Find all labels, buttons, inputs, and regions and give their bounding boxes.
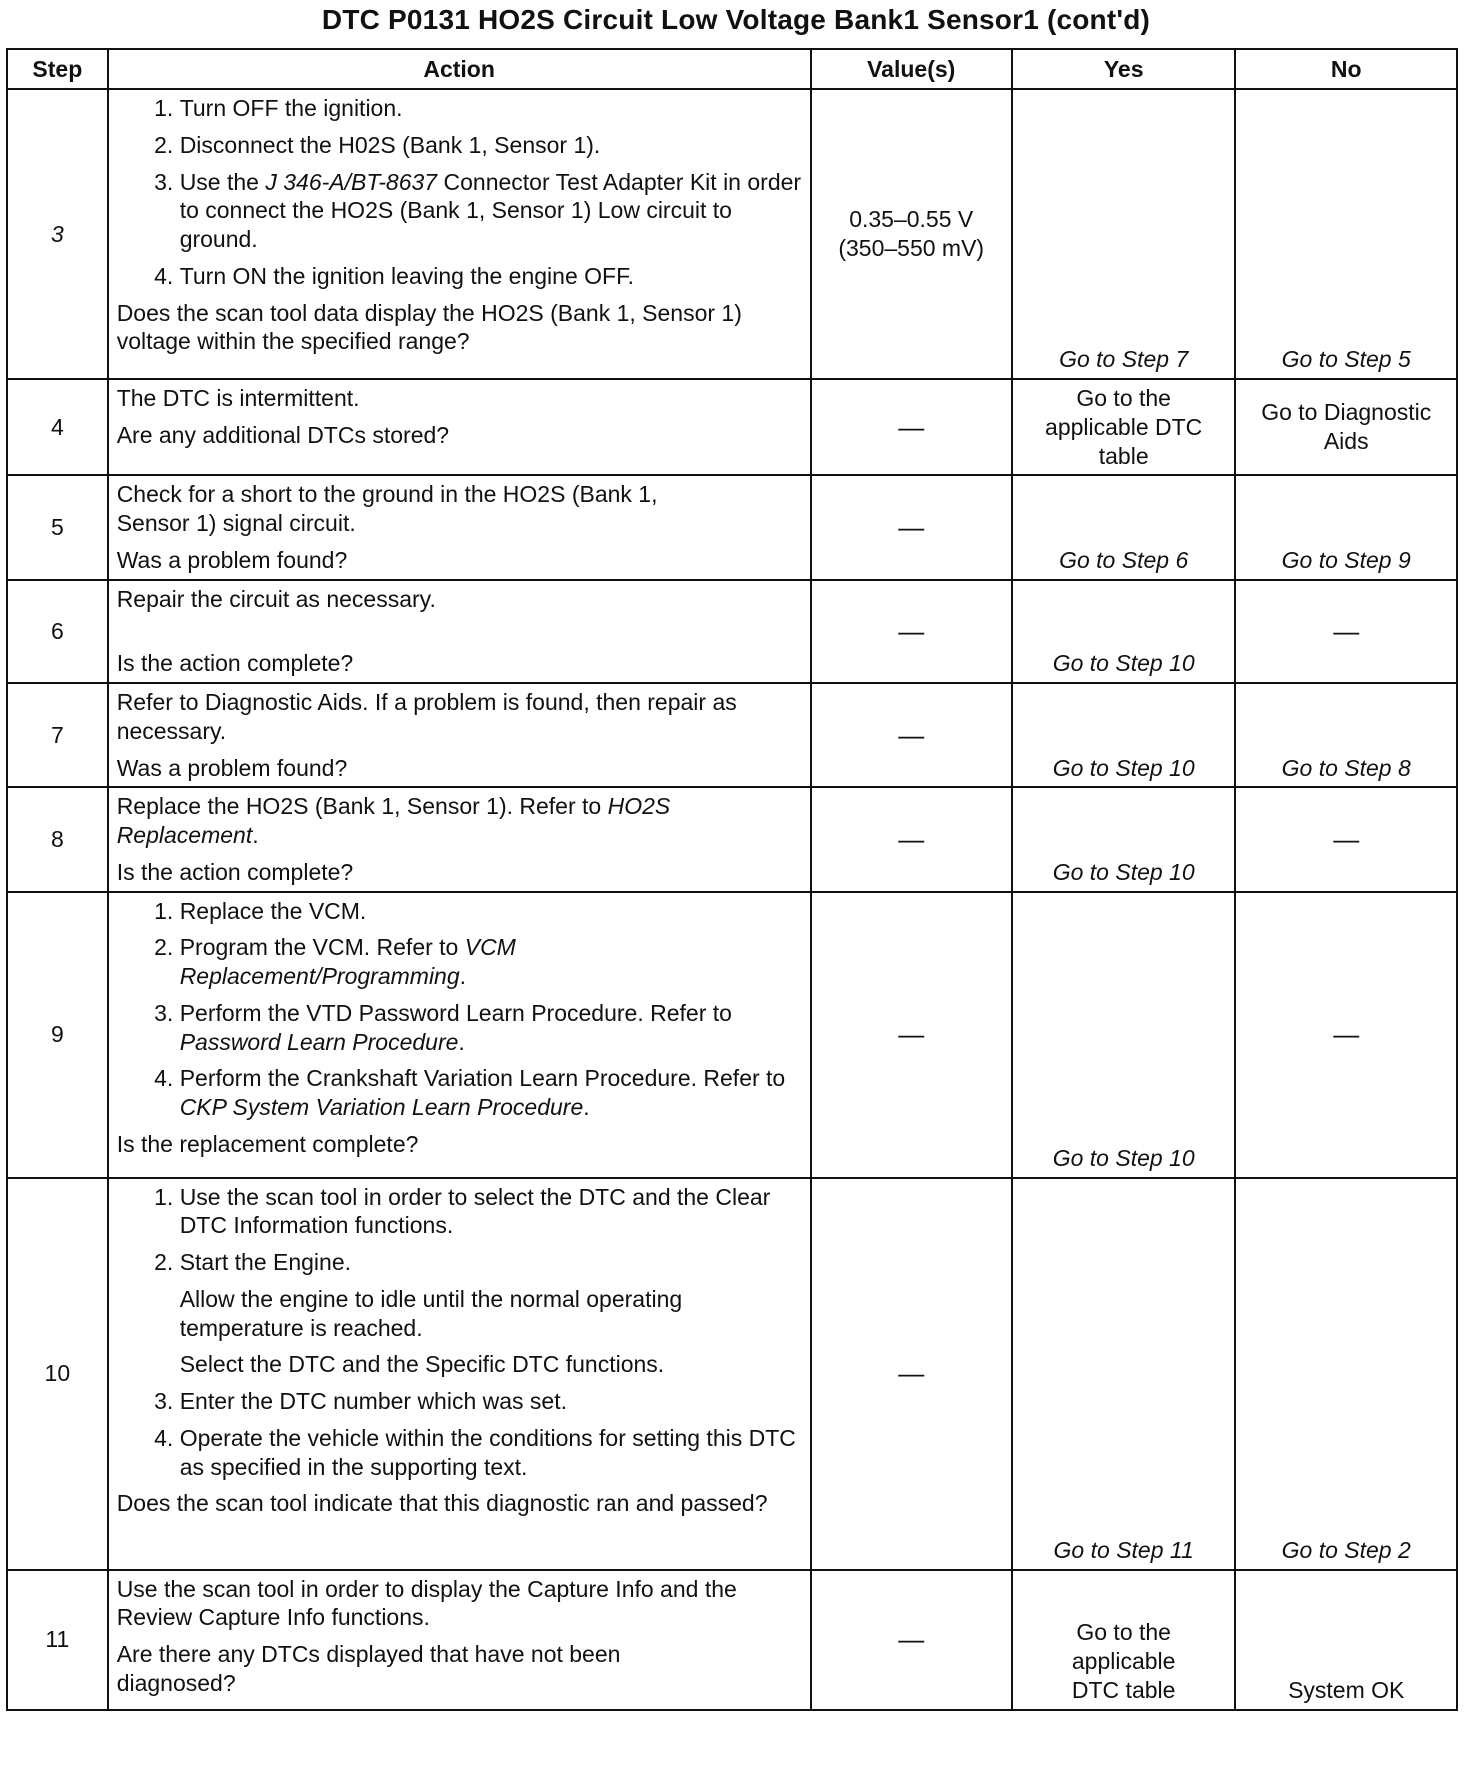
action-list (117, 1183, 802, 1482)
step-number: 4 (7, 379, 108, 475)
action-cell (108, 1570, 811, 1710)
reference-link-text: HO2S Replacement (116, 793, 671, 848)
list-item-text: 2. Start the Engine. (179, 1249, 352, 1275)
header-yes: Yes (1012, 49, 1236, 89)
action-cell (108, 475, 811, 579)
page-title: DTC P0131 HO2S Circuit Low Voltage Bank1 Sensor1 (cont'd) (321, 4, 1151, 35)
list-item: 1. Turn OFF the ignition. (180, 94, 802, 123)
table-row (7, 1570, 1457, 1710)
value-line: (350–550 mV) (838, 235, 985, 261)
table-row (7, 89, 1457, 379)
step-number: 10 (7, 1178, 108, 1570)
action-text-part: Replace the HO2S (Bank 1, Sensor 1). Refer to (116, 793, 608, 820)
no-action: System OK (1235, 1570, 1457, 1710)
list-item-text: Connector Test Adapter Kit in order to connect the HO2S (Bank 1, Sensor 1) Low circuit to ground. (179, 168, 802, 252)
list-item-subtext: Allow the engine to idle until the normal operating temperature is reached. (179, 1285, 683, 1341)
question-text: Is the action complete? (116, 858, 354, 885)
table-row (7, 580, 1457, 684)
yes-action: Go to the applicable DTC table (1012, 1570, 1236, 1710)
value-cell: — (811, 1178, 1012, 1570)
action-text: Repair the circuit as necessary. (116, 585, 436, 612)
value-cell: — (811, 787, 1012, 891)
yes-action: Go to Step 10 (1012, 787, 1236, 891)
header-values: Value(s) (811, 49, 1012, 89)
yes-action: Go to Step 10 (1012, 683, 1236, 787)
yes-action: Go to Step 11 (1012, 1178, 1236, 1570)
list-item: 4. Turn ON the ignition leaving the engine OFF. (180, 262, 802, 291)
table-row (7, 475, 1457, 579)
list-item: 2. Disconnect the H02S (Bank 1, Sensor 1). (180, 131, 802, 160)
no-action: Go to Diagnostic Aids (1235, 379, 1457, 475)
list-item: 4. Perform the Crankshaft Variation Learn Procedure. Refer to CKP System Variation Learn Procedure. (180, 1064, 802, 1122)
yes-action: Go to Step 10 (1012, 580, 1236, 684)
action-list (117, 94, 802, 291)
table-row (7, 683, 1457, 787)
action-cell (108, 892, 811, 1178)
yes-action: Go to Step 10 (1012, 892, 1236, 1178)
step-number: 5 (7, 475, 108, 579)
list-item-text: Perform the VTD Password Learn Procedure. Refer to (179, 999, 732, 1026)
list-item-subtext: Select the DTC and the Specific DTC functions. (179, 1351, 665, 1378)
value-line: 0.35–0.55 V (849, 206, 974, 233)
value-cell: — (811, 379, 1012, 475)
question-text: Was a problem found? (116, 754, 348, 781)
tool-reference: J 346-A/BT-8637 (265, 168, 438, 195)
header-step: Step (7, 49, 108, 89)
step-number: 3 (7, 89, 108, 379)
reference-link-text: CKP System Variation Learn Procedure (179, 1094, 584, 1120)
list-item-text: Program the VCM. Refer to (179, 934, 465, 961)
action-text: Check for a short to the ground in the HO2S (Bank 1, Sensor 1) signal circuit. (116, 481, 658, 536)
question-text: Is the action complete? (116, 650, 354, 677)
step-number: 8 (7, 787, 108, 891)
list-item: 2. Program the VCM. Refer to VCM Replacement/Programming. (180, 933, 802, 991)
table-row (7, 1178, 1457, 1570)
list-item: 4. Operate the vehicle within the conditions for setting this DTC as specified in the supporting text. (180, 1424, 802, 1482)
no-action: — (1235, 787, 1457, 891)
question-text: Does the scan tool indicate that this diagnostic ran and passed? (116, 1490, 768, 1517)
table-row (7, 787, 1457, 891)
value-cell: — (811, 683, 1012, 787)
action-cell (108, 580, 811, 684)
list-item: 1. Replace the VCM. (180, 897, 802, 926)
action-cell (108, 1178, 811, 1570)
question-text: Are any additional DTCs stored? (116, 421, 450, 448)
question-text: Are there any DTCs displayed that have not been diagnosed? (116, 1641, 621, 1696)
table-row (7, 379, 1457, 475)
header-action: Action (108, 49, 811, 89)
list-item: 1. Use the scan tool in order to select the DTC and the Clear DTC Information functions. (180, 1183, 802, 1241)
table-row (7, 892, 1457, 1178)
no-action: — (1235, 892, 1457, 1178)
action-text: The DTC is intermittent. (116, 385, 360, 411)
yes-action: Go to Step 7 (1012, 89, 1236, 379)
value-cell (811, 89, 1012, 379)
no-action: Go to Step 2 (1235, 1178, 1457, 1570)
no-action: — (1235, 580, 1457, 684)
action-text: Replace the HO2S (Bank 1, Sensor 1). Refer to HO2S Replacement. (116, 793, 671, 848)
list-item: 3. Enter the DTC number which was set. (180, 1387, 802, 1416)
list-item: 3. Perform the VTD Password Learn Procedure. Refer to Password Learn Procedure. (180, 999, 802, 1057)
list-item-text: Perform the Crankshaft Variation Learn Procedure. Refer to (179, 1065, 786, 1092)
list-item: 3. Use the J 346-A/BT-8637 Connector Test Adapter Kit in order to connect the HO2S (Bank 1, Sensor 1) Low circuit to ground. (180, 168, 802, 254)
action-text: Use the scan tool in order to display the Capture Info and the Review Capture Info functions. (116, 1575, 737, 1631)
question-text: Was a problem found? (116, 546, 348, 573)
no-action: Go to Step 5 (1235, 89, 1457, 379)
reference-link-text: Password Learn Procedure (179, 1028, 459, 1055)
value-cell: — (811, 1570, 1012, 1710)
action-cell (108, 379, 811, 475)
yes-action: Go to the applicable DTC table (1012, 379, 1236, 475)
step-number: 6 (7, 580, 108, 684)
header-no: No (1235, 49, 1457, 89)
question-text: Is the replacement complete? (116, 1130, 419, 1157)
no-action: Go to Step 8 (1235, 683, 1457, 787)
reference-link-text: VCM Replacement/Programming (179, 934, 516, 989)
question-text: Does the scan tool data display the HO2S (Bank 1, Sensor 1) voltage within the specified range? (116, 299, 742, 355)
step-number: 9 (7, 892, 108, 1178)
action-cell (108, 683, 811, 787)
action-list (117, 897, 802, 1122)
value-cell: — (811, 475, 1012, 579)
action-cell (108, 89, 811, 379)
action-cell (108, 787, 811, 891)
value-cell: — (811, 892, 1012, 1178)
header-row (7, 49, 1457, 89)
list-item (180, 1248, 802, 1379)
value-cell: — (811, 580, 1012, 684)
action-text: Refer to Diagnostic Aids. If a problem is found, then repair as necessary. (116, 689, 737, 744)
no-action: Go to Step 9 (1235, 475, 1457, 579)
step-number: 11 (7, 1570, 108, 1710)
step-number: 7 (7, 683, 108, 787)
diagnostic-table (6, 48, 1458, 1711)
yes-action: Go to Step 6 (1012, 475, 1236, 579)
